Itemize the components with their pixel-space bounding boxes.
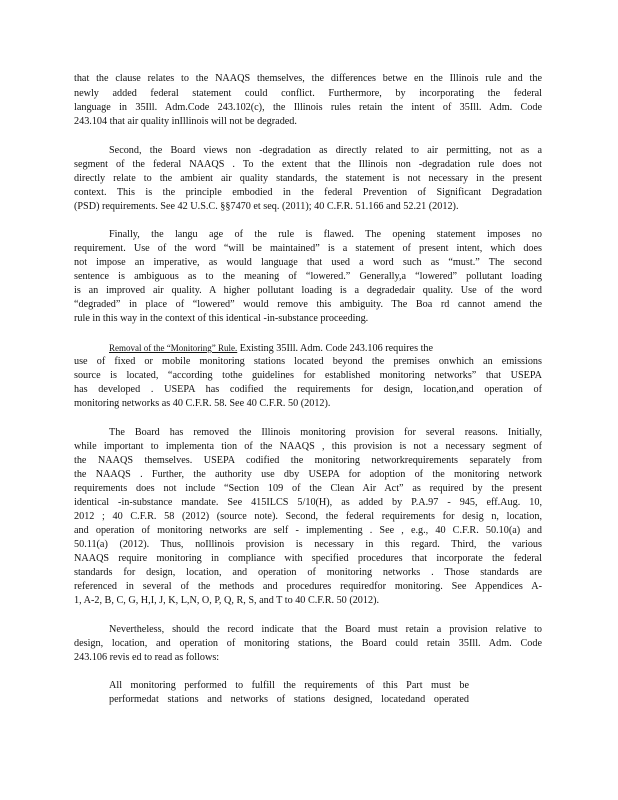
text-line: has developed . USEPA has codified the requirements for design, location,and operation of xyxy=(74,384,542,395)
text-line: (PSD) requirements. See 42 U.S.C. §§7470 et seq. (2011); 40 C.F.R. 51.166 and 52.21 (2012). xyxy=(74,201,459,212)
text-line: “degraded” in place of “lowered” would remove this ambiguity. The Boa rd cannot amend the xyxy=(74,299,542,310)
text-line: rule in this way in the context of this identical -in-substance proceeding. xyxy=(74,313,369,324)
section-heading-line xyxy=(109,342,542,355)
text-line: Finally, the langu age of the rule is flawed. The opening statement imposes no xyxy=(109,229,542,240)
text-line: is an improved air quality. A higher pollutant loading is a degradedair quality. Use of the word xyxy=(74,285,542,296)
text-line: context. This is the principle embodied in the federal Prevention of Significant Degradation xyxy=(74,187,542,198)
text-line: the NAAQS . Further, the authority use dby USEPA for adoption of the monitoring network xyxy=(74,469,542,480)
text-line: that the clause relates to the NAAQS themselves, the differences betwe en the Illinois rule and the xyxy=(74,73,542,84)
text-line: sentence is ambiguous as to the meaning of “lowered.” Generally,a “lowered” pollutant loading xyxy=(74,271,542,282)
text-line: language in 35Ill. Adm.Code 243.102(c), the Illinois rules retain the intent of 35Ill. Adm. Code xyxy=(74,102,542,113)
text-line: not impose an imperative, as would language that used a word such as “must.” The second xyxy=(74,257,542,268)
text-line: segment of the federal NAAQS . To the extent that the Illinois non -degradation rule does not xyxy=(74,159,542,170)
text-line: Nevertheless, should the record indicate that the Board must retain a provision relative to xyxy=(109,624,542,635)
text-line: 2012 ; 40 C.F.R. 58 (2012) (source note). Second, the federal requirements for desig n, location, xyxy=(74,511,542,522)
text-line: 243.106 revis ed to read as follows: xyxy=(74,652,220,663)
quoted-text-line: performedat stations and networks of stations designed, locatedand operated xyxy=(109,694,469,705)
text-line: source is located, “according tothe guidelines for established monitoring networks” that USEPA xyxy=(74,370,542,381)
text-line: while important to implementa tion of the NAAQS , this provision is not a necessary segment of xyxy=(74,441,542,452)
text-span: Existing 35Ill. Adm. Code 243.106 requires the xyxy=(237,343,434,354)
text-line: The Board has removed the Illinois monitoring provision for several reasons. Initially, xyxy=(109,427,542,438)
text-line: identical -in-substance mandate. See 415ILCS 5/10(H), as added by P.A.97 - 945, eff.Aug. 10, xyxy=(74,497,542,508)
text-line: and operation of monitoring networks are self - implementing . See , e.g., 40 C.F.R. 50.10(a) and xyxy=(74,525,542,536)
text-line: use of fixed or mobile monitoring stations located beyond the premises onwhich an emissions xyxy=(74,356,542,367)
text-line: 50.11(a) (2012). Thus, noIllinois provision is necessary in this regard. Third, the various xyxy=(74,539,542,550)
text-line: standards for design, location, and operation of monitoring networks . Those standards are xyxy=(74,567,542,578)
text-line: 243.104 that air quality inIllinois will not be degraded. xyxy=(74,116,297,127)
section-heading: Removal of the “Monitoring” Rule. xyxy=(109,343,238,353)
text-line: design, location, and operation of monitoring stations, the Board could retain 35Ill. Adm. Code xyxy=(74,638,542,649)
text-line: NAAQS require monitoring in compliance with specified procedures that incorporate the federal xyxy=(74,553,542,564)
text-line: directly relate to the ambient air quality standards, the statement is not necessary in the present xyxy=(74,173,542,184)
text-line: requirement. Use of the word “will be maintained” is a statement of present intent, which does xyxy=(74,243,542,254)
text-line: requirements does not include “Section 109 of the Clean Air Act” as required by the present xyxy=(74,483,542,494)
text-line: the NAAQS themselves. USEPA codified the monitoring networkrequirements separately from xyxy=(74,455,542,466)
quoted-text-line: All monitoring performed to fulfill the requirements of this Part must be xyxy=(109,680,469,691)
text-line: referenced in several of the methods and procedures requiredfor monitoring. See Appendices A- xyxy=(74,581,542,592)
text-line: newly added federal statement could conflict. Furthermore, by incorporating the federal xyxy=(74,88,542,99)
text-line: 1, A-2, B, C, G, H,I, J, K, L,N, O, P, Q, R, S, and T to 40 C.F.R. 50 (2012). xyxy=(74,595,380,606)
text-line: Second, the Board views non -degradation as directly related to air permitting, not as a xyxy=(109,145,542,156)
text-line: monitoring networks as 40 C.F.R. 58. See 40 C.F.R. 50 (2012). xyxy=(74,398,331,409)
